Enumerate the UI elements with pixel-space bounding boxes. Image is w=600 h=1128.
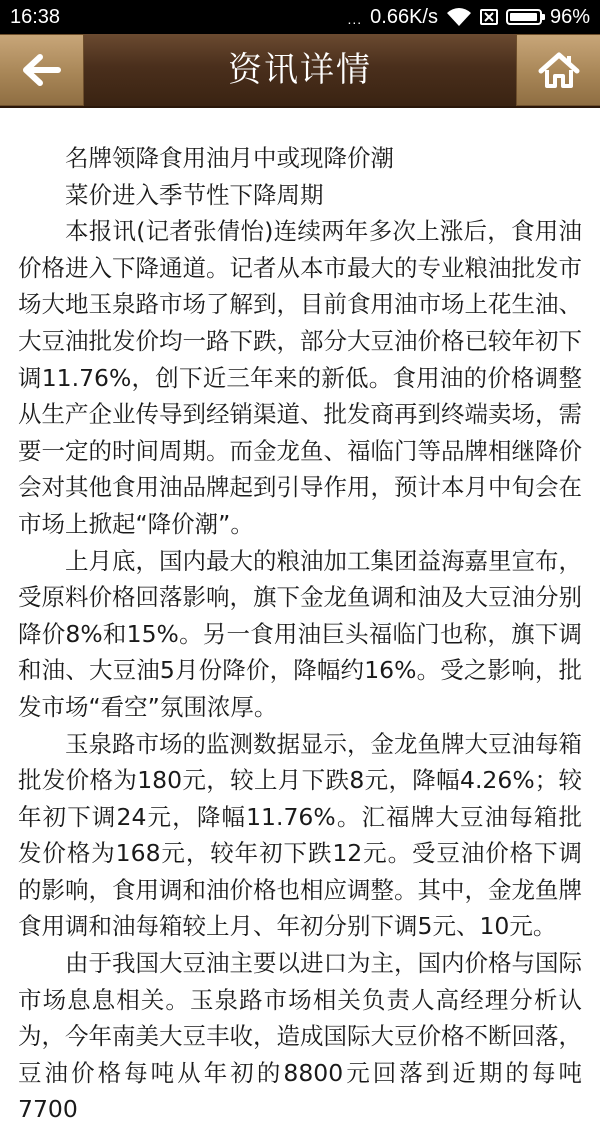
page-title: 资讯详情 bbox=[228, 50, 372, 90]
status-indicators bbox=[347, 6, 590, 28]
article-body bbox=[18, 140, 582, 1128]
article-subheadline: 菜价进入季节性下降周期 bbox=[65, 180, 324, 209]
network-speed: 0.66K/s bbox=[370, 6, 438, 28]
article-headline: 名牌领降食用油月中或现降价潮 bbox=[65, 144, 394, 172]
home-icon bbox=[538, 51, 580, 89]
article-paragraph: 上月底，国内最大的粮油加工集团益海嘉里宣布，受原料价格回落影响，旗下金龙鱼调和油及大豆油分别降价8%和15%。另一食用油巨头福临门也称，旗下调和油、大豆油5月份降价，降幅约16%。受之影响，批发市场“看空”氛围浓厚。 bbox=[18, 546, 582, 721]
arrow-left-icon bbox=[22, 53, 62, 87]
status-time: 16:38 bbox=[10, 6, 61, 28]
sim-off-icon bbox=[480, 9, 498, 25]
article-paragraph: 本报讯(记者张倩怡)连续两年多次上涨后，食用油价格进入下降通道。记者从本市最大的专业粮油批发市场大地玉泉路市场了解到，目前食用油市场上花生油、大豆油批发价均一路下跌，部分大豆油价格已较年初下调11.76%，创下近三年来的新低。食用油的价格调整从生产企业传导到经销渠道、批发商再到终端卖场，需要一定的时间周期。而金龙鱼、福临门等品牌相继降价会对其他食用油品牌起到引导作用，预计本月中旬会在市场上掀起“降价潮”。 bbox=[18, 217, 582, 538]
battery-percent: 96% bbox=[549, 6, 590, 28]
status-bar bbox=[0, 0, 600, 34]
app-header bbox=[0, 34, 600, 108]
back-button[interactable] bbox=[0, 34, 84, 106]
notification-dots: ... bbox=[347, 11, 363, 27]
battery-icon bbox=[506, 9, 542, 25]
battery-fill bbox=[510, 13, 537, 21]
article-paragraph: 由于我国大豆油主要以进口为主，国内价格与国际市场息息相关。玉泉路市场相关负责人高经理分析认为，今年南美大豆丰收，造成国际大豆价格不断回落，豆油价格每吨从年初的8800元回落到近期的每吨7700 bbox=[18, 949, 582, 1124]
wifi-icon bbox=[446, 7, 472, 27]
home-button[interactable] bbox=[516, 34, 600, 106]
article-paragraph: 玉泉路市场的监测数据显示，金龙鱼牌大豆油每箱批发价格为180元，较上月下跌8元，降幅4.26%；较年初下调24元，降幅11.76%。汇福牌大豆油每箱批发价格为168元，较年初下跌12元。受豆油价格下调的影响，食用调和油价格也相应调整。其中，金龙鱼牌食用调和油每箱较上月、年初分别下调5元、10元。 bbox=[18, 729, 582, 941]
